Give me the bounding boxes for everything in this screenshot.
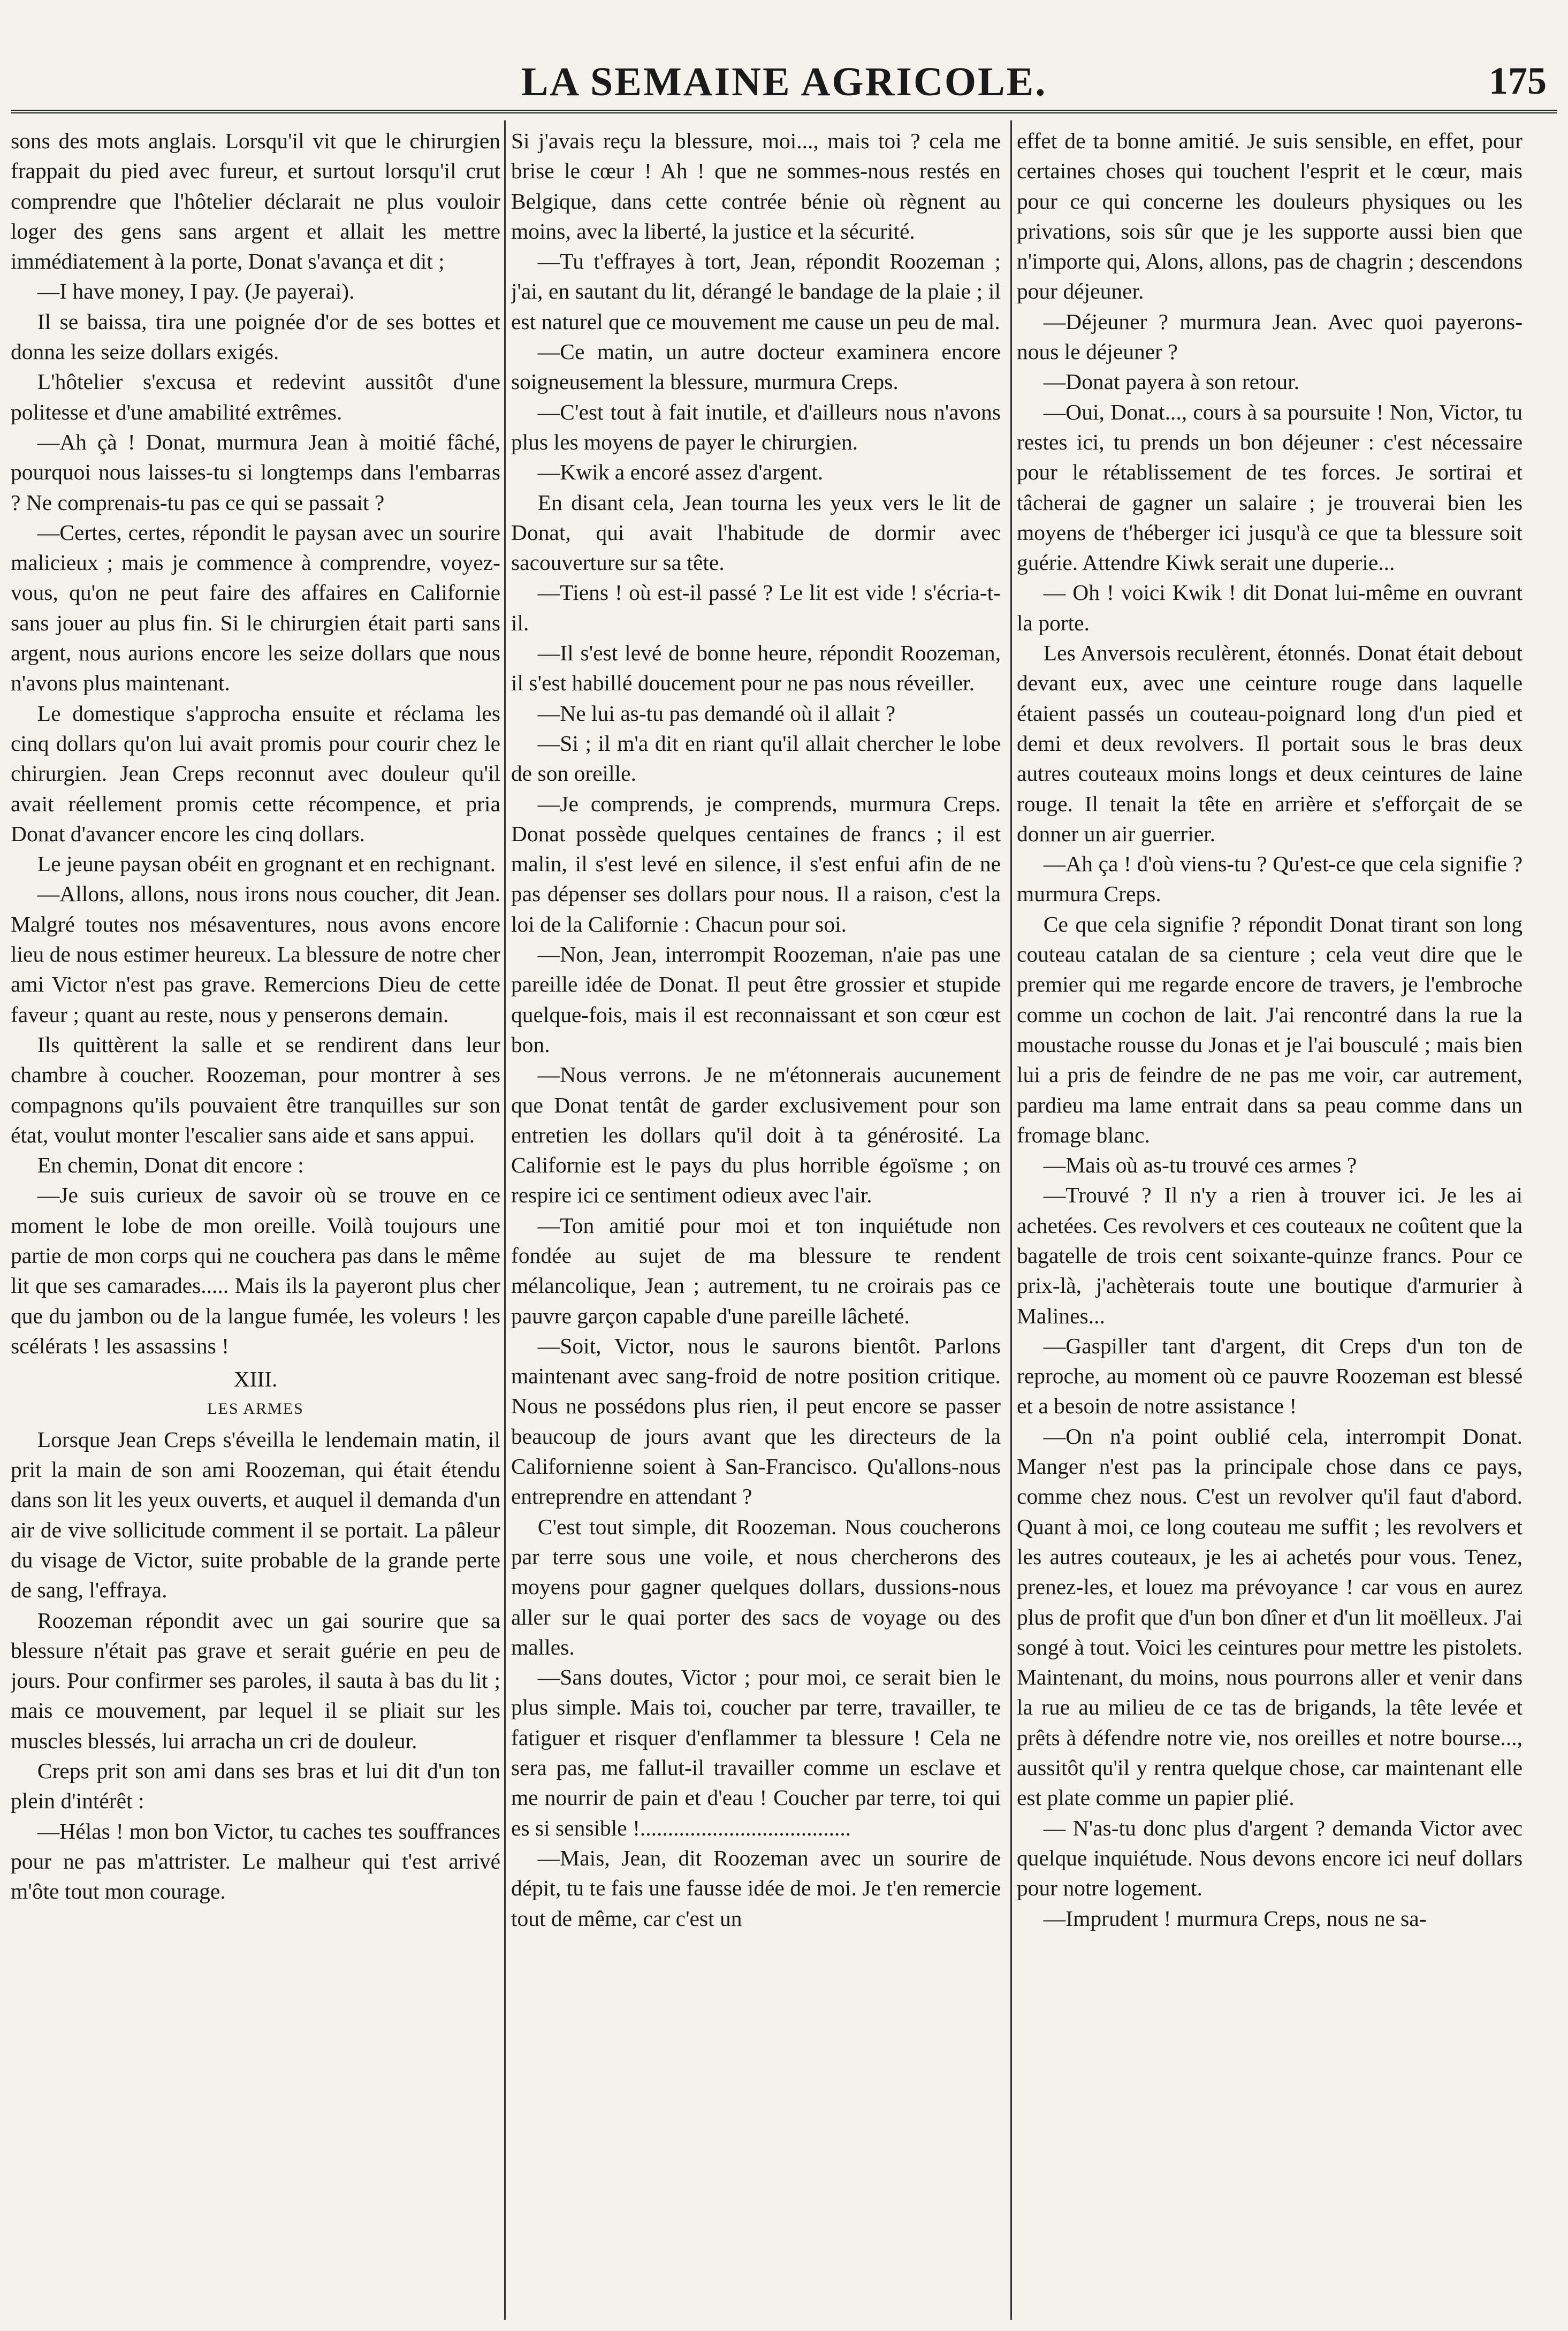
paragraph: — Oh ! voici Kwik ! dit Donat lui-même en ouvrant la porte. bbox=[1017, 580, 1523, 635]
paragraph: —Ah çà ! Donat, murmura Jean à moitié fâché, pourquoi nous laisses-tu si longtemps dans l'embarras ? Ne comprenais-tu pas ce qui se passait ? bbox=[11, 429, 500, 515]
paragraph: Si j'avais reçu la blessure, moi..., mais toi ? cela me brise le cœur ! Ah ! que ne sommes-nous restés en Belgique, dans cette contrée bénie où règnent au moins, avec la liberté, la justice et la sécurité. bbox=[511, 128, 1001, 243]
paragraph: —Sans doutes, Victor ; pour moi, ce serait bien le plus simple. Mais toi, coucher par terre, travailler, te fatiguer et risquer d'enflammer ta blessure ! Cela ne sera pas, me fallut-il travailler comme un esclave et me nourrir de pain et d'eau ! Coucher par terre, toi qui es si sensible !...................................... bbox=[511, 1665, 1001, 1840]
paragraph: —Hélas ! mon bon Victor, tu caches tes souffrances pour ne pas m'attrister. Le malheur qui t'est arrivé m'ôte tout mon courage. bbox=[11, 1818, 500, 1904]
section-title: LES ARMES bbox=[207, 1400, 304, 1418]
paragraph: Le jeune paysan obéit en grognant et en rechignant. bbox=[37, 851, 496, 877]
page-header bbox=[11, 59, 1557, 107]
header-rule bbox=[11, 110, 1557, 113]
paragraph: —Non, Jean, interrompit Roozeman, n'aie pas une pareille idée de Donat. Il peut être grossier et stupide quelque-fois, mais il est reconnaissant et son cœur est bon. bbox=[511, 942, 1001, 1057]
column-divider bbox=[1010, 120, 1012, 2320]
paragraph: —Je comprends, je comprends, murmura Creps. Donat possède quelques centaines de francs ; il est malin, il s'est levé en silence, il s'est enfui afin de ne pas dépenser ses dollars pour nous. Il a raison, c'est la loi de la Californie : Chacun pour soi. bbox=[511, 791, 1001, 936]
paragraph: —Imprudent ! murmura Creps, nous ne sa- bbox=[1043, 1906, 1427, 1931]
paragraph: —Ce matin, un autre docteur examinera encore soigneusement la blessure, murmura Creps. bbox=[511, 339, 1001, 394]
paragraph: En disant cela, Jean tourna les yeux vers le lit de Donat, qui avait l'habitude de dormir avec sacouverture sur sa tête. bbox=[511, 490, 1001, 575]
paragraph: sons des mots anglais. Lorsqu'il vit que le chirurgien frappait du pied avec fureur, et surtout lorsqu'il crut comprendre que l'hôtelier déclarait ne plus vouloir loger des gens sans argent et allait les mettre immédiatement à la porte, Donat s'avança et dit ; bbox=[11, 128, 500, 274]
paragraph: —Ton amitié pour moi et ton inquiétude non fondée au sujet de ma blessure te rendent mélancolique, Jean ; autrement, tu ne croirais pas ce pauvre garçon capable d'une pareille lâcheté. bbox=[511, 1213, 1001, 1328]
paragraph: —Tu t'effrayes à tort, Jean, répondit Roozeman ; j'ai, en sautant du lit, dérangé le bandage de la plaie ; il est naturel que ce mouvement me cause un peu de mal. bbox=[511, 249, 1001, 334]
paragraph: —Je suis curieux de savoir où se trouve en ce moment le lobe de mon oreille. Voilà toujours une partie de mon corps qui ne couchera pas dans le même lit que ses camarades..... Mais ils la payeront plus cher que du jambon ou de la langue fumée, les voleurs ! les scélérats ! les assassins ! bbox=[11, 1183, 500, 1358]
paragraph: —C'est tout à fait inutile, et d'ailleurs nous n'avons plus les moyens de payer le chirurgien. bbox=[511, 399, 1001, 454]
paragraph: — N'as-tu donc plus d'argent ? demanda Victor avec quelque inquiétude. Nous devons encore ici neuf dollars pour notre logement. bbox=[1017, 1815, 1523, 1901]
page-title: LA SEMAINE AGRICOLE. bbox=[521, 59, 1047, 104]
paragraph: C'est tout simple, dit Roozeman. Nous coucherons par terre sous une voile, et nous chercherons des moyens pour gagner quelques dollars, dussions-nous aller sur le quai porter des sacs de voyage ou des malles. bbox=[511, 1514, 1001, 1659]
paragraph: —Tiens ! où est-il passé ? Le lit est vide ! s'écria-t-il. bbox=[511, 580, 1001, 635]
paragraph: —On n'a point oublié cela, interrompit Donat. Manger n'est pas la principale chose dans ce pays, comme chez nous. C'est un revolver qu'il faut d'abord. Quant à moi, ce long couteau me suffit ; les revolvers et les autres couteaux, je les ai achetés pour vous. Tenez, prenez-les, et louez ma prévoyance ! car vous en aurez plus de profit que d'un bon dîner et d'un lit moëlleux. J'ai songé à tout. Voici les ceintures pour mettre les pistolets. Maintenant, du moins, nous pourrons aller et venir dans la rue au milieu de ce tas de brigands, la tête levée et prêts à défendre notre vie, nos oreilles et notre bourse..., aussitôt qu'il y rentra quelque chose, car maintenant elle est plate comme un papier plié. bbox=[1017, 1423, 1523, 1810]
column-2 bbox=[511, 126, 1001, 2314]
paragraph: En chemin, Donat dit encore : bbox=[37, 1153, 304, 1178]
paragraph: —Gaspiller tant d'argent, dit Creps d'un ton de reproche, au moment où ce pauvre Roozeman est blessé et a besoin de notre assistance ! bbox=[1017, 1333, 1523, 1419]
column-1 bbox=[11, 126, 500, 2314]
paragraph: Lorsque Jean Creps s'éveilla le lendemain matin, il prit la main de son ami Roozeman, qui était étendu dans son lit les yeux ouverts, et auquel il demanda d'un air de vive sollicitude comment il se portait. La pâleur du visage de Victor, suite probable de la grande perte de sang, l'effraya. bbox=[11, 1427, 500, 1603]
paragraph: Ils quittèrent la salle et se rendirent dans leur chambre à coucher. Roozeman, pour montrer à ses compagnons qu'ils pouvaient être tranquilles sur son état, voulut monter l'escalier sans aide et sans appui. bbox=[11, 1032, 500, 1147]
paragraph: L'hôtelier s'excusa et redevint aussitôt d'une politesse et d'une amabilité extrêmes. bbox=[11, 369, 500, 424]
column-3 bbox=[1017, 126, 1523, 2314]
paragraph: —Certes, certes, répondit le paysan avec un sourire malicieux ; mais je commence à comprendre, voyez-vous, qu'on ne peut faire des affaires en Californie sans jouer au plus fin. Si le chirurgien était parti sans argent, nous aurions encore les seize dollars que nous n'avons plus maintenant. bbox=[11, 520, 500, 696]
paragraph: Il se baissa, tira une poignée d'or de ses bottes et donna les seize dollars exigés. bbox=[11, 309, 500, 364]
paragraph: —Déjeuner ? murmura Jean. Avec quoi payerons-nous le déjeuner ? bbox=[1017, 309, 1523, 364]
column-divider bbox=[504, 120, 506, 2320]
paragraph: —Nous verrons. Je ne m'étonnerais aucunement que Donat tentât de garder exclusivement pour son entretien les dollars qu'il doit à ta générosité. La Californie est le pays du plus horrible égoïsme ; on respire ici ce sentiment odieux avec l'air. bbox=[511, 1062, 1001, 1208]
section-number: XIII. bbox=[233, 1367, 278, 1392]
paragraph: Ce que cela signifie ? répondit Donat tirant son long couteau catalan de sa cienture ; cela veut dire que le premier qui me regarde encore de travers, je l'embroche comme un cochon de lait. J'ai rencontré dans la rue la moustache rousse du Jonas et je l'ai bousculé ; mais bien lui a pris de feindre de ne pas me voir, car autrement, pardieu ma lame entrait dans sa peau comme dans un fromage blanc. bbox=[1017, 911, 1523, 1147]
paragraph: —Donat payera à son retour. bbox=[1043, 369, 1300, 394]
paragraph: —Allons, allons, nous irons nous coucher, dit Jean. Malgré toutes nos mésaventures, nous avons encore lieu de nous estimer heureux. La blessure de notre cher ami Victor n'est pas grave. Remercions Dieu de cette faveur ; quant au reste, nous y penserons demain. bbox=[11, 881, 500, 1027]
paragraph: —Mais, Jean, dit Roozeman avec un sourire de dépit, tu te fais une fausse idée de moi. Je t'en remercie tout de même, car c'est un bbox=[511, 1845, 1001, 1931]
paragraph: effet de ta bonne amitié. Je suis sensible, en effet, pour certaines choses qui touchent l'esprit et le cœur, mais pour ce qui concerne les douleurs physiques ou les privations, sois sûr que je les supporte aussi bien que n'importe qui, Alons, allons, pas de chagrin ; descendons pour déjeuner. bbox=[1017, 128, 1523, 304]
paragraph: —Trouvé ? Il n'y a rien à trouver ici. Je les ai achetées. Ces revolvers et ces couteaux ne coûtent que la bagatelle de trois cent soixante-quinze francs. Pour ce prix-là, j'achèterais toute une boutique d'armurier à Malines... bbox=[1017, 1183, 1523, 1328]
paragraph: —Kwik a encoré assez d'argent. bbox=[537, 460, 824, 485]
page-number: 175 bbox=[1489, 59, 1547, 102]
paragraph: Roozeman répondit avec un gai sourire que sa blessure n'était pas grave et serait guérie en peu de jours. Pour confirmer ses paroles, il sauta à bas du lit ; mais ce mouvement, par lequel il se pliait sur les muscles blessés, lui arracha un cri de douleur. bbox=[11, 1608, 500, 1753]
paragraph: —Si ; il m'a dit en riant qu'il allait chercher le lobe de son oreille. bbox=[511, 730, 1001, 786]
paragraph: —I have money, I pay. (Je payerai). bbox=[37, 279, 355, 304]
paragraph: —Il s'est levé de bonne heure, répondit Roozeman, il s'est habillé doucement pour ne pas nous réveiller. bbox=[511, 641, 1001, 696]
paragraph: Les Anversois reculèrent, étonnés. Donat était debout devant eux, avec une ceinture rouge dans laquelle étaient passés un couteau-poignard long d'un pied et demi et deux revolvers. Il portait sous le bras deux autres couteaux moins longs et deux ceintures de laine rouge. Il tenait la tête en arrière et s'efforçait de se donner un air guerrier. bbox=[1017, 641, 1523, 846]
paragraph: Le domestique s'approcha ensuite et réclama les cinq dollars qu'on lui avait promis pour courir chez le chirurgien. Jean Creps reconnut avec douleur qu'il avait réellement promis cette récompence, et pria Donat d'avancer encore les cinq dollars. bbox=[11, 700, 500, 846]
paragraph: —Mais où as-tu trouvé ces armes ? bbox=[1043, 1153, 1357, 1178]
paragraph: Creps prit son ami dans ses bras et lui dit d'un ton plein d'intérêt : bbox=[11, 1758, 500, 1814]
paragraph: —Ah ça ! d'où viens-tu ? Qu'est-ce que cela signifie ? murmura Creps. bbox=[1017, 851, 1523, 907]
paragraph: —Oui, Donat..., cours à sa poursuite ! Non, Victor, tu restes ici, tu prends un bon déjeuner : c'est nécessaire pour le rétablissement de tes forces. Je sortirai et tâcherai de gagner un salaire ; je trouverai bien les moyens de t'héberger ici jusqu'à ce que ta blessure soit guérie. Attendre Kiwk serait une duperie... bbox=[1017, 399, 1523, 575]
paragraph: —Ne lui as-tu pas demandé où il allait ? bbox=[537, 700, 896, 726]
paragraph: —Soit, Victor, nous le saurons bientôt. Parlons maintenant avec sang-froid de notre position critique. Nous ne possédons plus rien, il peut encore se passer beaucoup de jours avant que les directeurs de la Californienne soient à San-Francisco. Qu'allons-nous entreprendre en attendant ? bbox=[511, 1333, 1001, 1509]
